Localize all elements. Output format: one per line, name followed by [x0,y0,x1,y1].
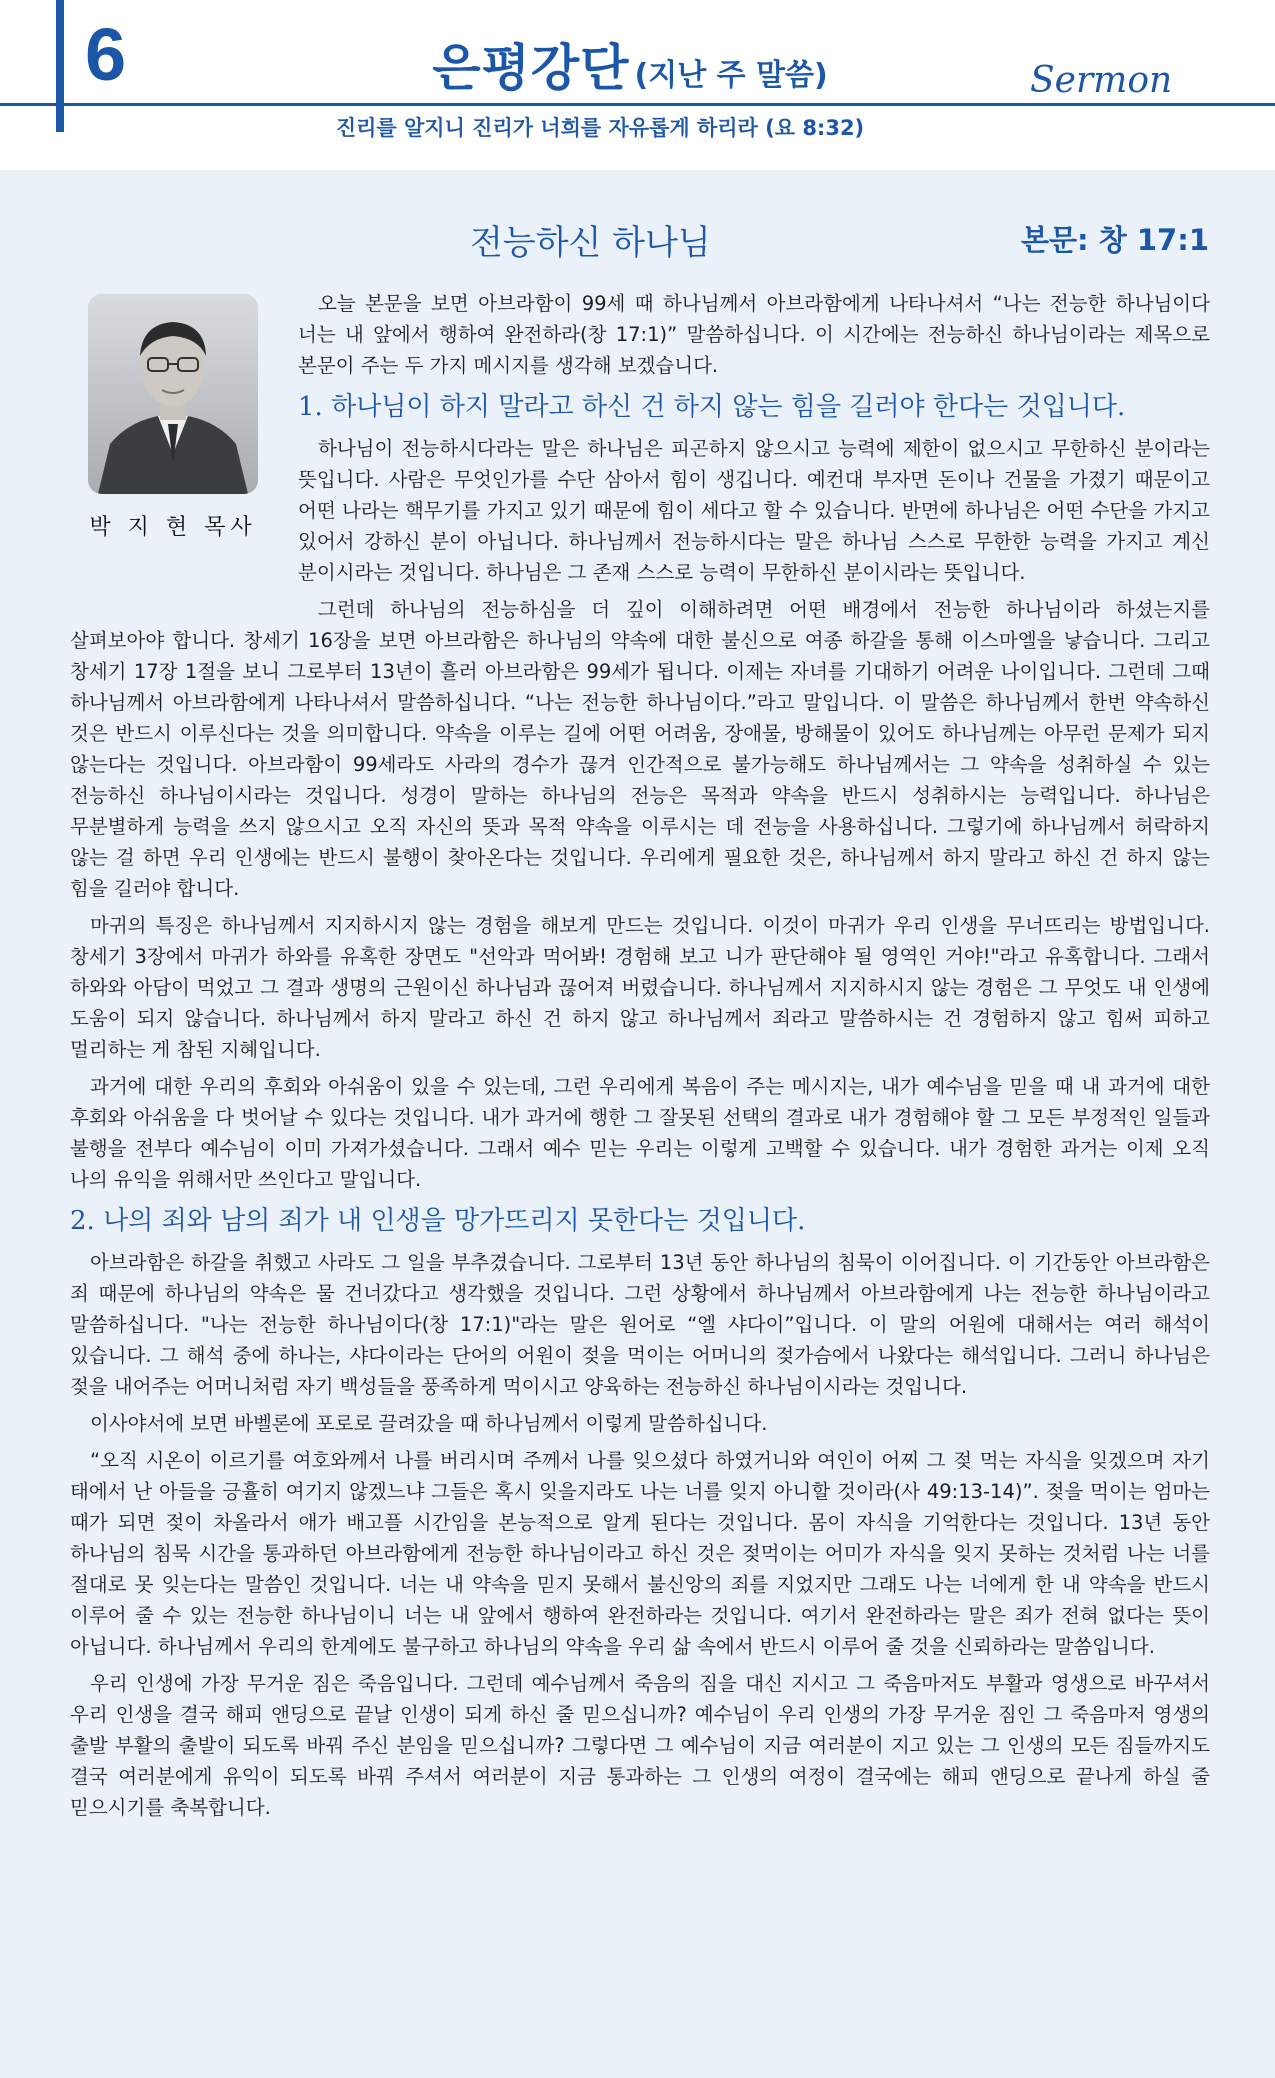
body-paragraph: 마귀의 특징은 하나님께서 지지하시지 않는 경험을 해보게 만드는 것입니다. 이것이 마귀가 우리 인생을 무너뜨리는 방법입니다. 창세기 3장에서 마귀가 하와를 유혹한 장면도 "선악과 먹어봐! 경험해 보고 니가 판단해야 될 영역인 거야!"라고 유혹합니다. 그래서 하와와 아담이 먹었고 그 결과 생명의 근원이신 하나님과 끊어져 버렸습니다. 하나님께서 지지하시지 않는 경험은 그 무엇도 내 인생에 도움이 되지 않습니다. 하나님께서 하지 말라고 하신 건 하지 않고 하나님께서 죄라고 말씀하시는 건 경험하지 않고 힘써 피하고 멀리하는 게 참된 지혜입니다. [70,914,1210,1061]
header-rule [0,103,1275,106]
sermon-body [70,288,1210,1829]
page-number: 6 [85,13,127,96]
section-heading-2: 2. 나의 죄와 남의 죄가 내 인생을 망가뜨리지 못한다는 것입니다. [70,1206,806,1236]
verse-banner: 진리를 알지니 진리가 너희를 자유롭게 하리라 (요 8:32) [335,116,865,140]
title-sub: (지난 주 말씀) [634,58,828,93]
scripture-reference: 본문: 창 17:1 [1021,223,1209,257]
pastor-name: 박 지 현 목사 [89,515,257,540]
page-header [0,0,1275,170]
header-vertical-bar [56,0,64,132]
scripture-quote-paragraph: “오직 시온이 이르기를 여호와께서 나를 버리시며 주께서 나를 잊으셨다 하였거니와 여인이 어찌 그 젖 먹는 자식을 잊겠으며 자기 태에서 난 아들을 긍휼히 여기지 않겠느냐 그들은 혹시 잊을지라도 나는 너를 잊지 아니할 것이라(사 49:13-14)”. 젖을 먹이는 엄마는 때가 되면 젖이 차올라서 애가 배고플 시간임을 본능적으로 알게 된다는 것입니다. 몸이 자식을 기억한다는 것입니다. 13년 동안 하나님의 침묵 시간을 통과하던 아브라함에게 전능한 하나님이라고 하신 것은 젖먹이는 어미가 자식을 잊지 못하는 것처럼 나는 너를 절대로 못 잊는다는 말씀인 것입니다. 너는 내 약속을 믿지 못해서 불신앙의 죄를 지었지만 그래도 나는 너에게 한 내 약속을 반드시 이루어 줄 수 있는 전능한 하나님이니 너는 내 앞에서 행하여 완전하라는 것입니다. 여기서 완전하라는 말은 죄가 전혀 없다는 뜻이 아닙니다. 하나님께서 우리의 한계에도 불구하고 하나님의 약속을 우리 삶 속에서 반드시 이루어 줄 것을 신뢰하라는 말씀입니다. [70,1449,1210,1658]
sermon-title: 전능하신 하나님 [470,223,711,263]
body-paragraph: 그런데 하나님의 전능하심을 더 깊이 이해하려면 어떤 배경에서 전능한 하나님이라 하셨는지를 살펴보아야 합니다. 창세기 16장을 보면 아브라함은 하나님의 약속에 대한 불신으로 여종 하갈을 통해 이스마엘을 낳습니다. 그리고 창세기 17장 1절을 보니 그로부터 13년이 흘러 아브라함은 99세가 됩니다. 이제는 자녀를 기대하기 어려운 나이입니다. 그런데 그때 하나님께서 아브라함에게 나타나셔서 말씀하십니다. “나는 전능한 하나님이다.”라고 말입니다. 이 말씀은 하나님께서 한번 약속하신 것은 반드시 이루신다는 것을 의미합니다. 약속을 이루는 길에 어떤 어려움, 장애물, 방해물이 있어도 하나님께는 아무런 문제가 되지 않는다는 것입니다. 아브라함이 99세라도 사라의 경수가 끊겨 인간적으로 불가능해도 하나님께서는 그 약속을 성취하실 수 있는 전능하신 하나님이시라는 것입니다. 성경이 말하는 하나님의 전능은 목적과 약속을 반드시 성취하시는 능력입니다. 하나님은 무분별하게 능력을 쓰지 않으시고 오직 자신의 뜻과 목적 약속을 이루시는 데 전능을 사용하십니다. 그렇기에 하나님께서 허락하지 않는 걸 하면 우리 인생에는 반드시 불행이 찾아온다는 것입니다. 우리에게 필요한 것은, 하나님께서 하지 말라고 하신 건 하지 않는 힘을 길러야 합니다. [70,598,1210,900]
section-heading-1: 1. 하나님이 하지 말라고 하신 건 하지 않는 힘을 길러야 한다는 것입니다. [298,392,1126,422]
body-paragraph: 아브라함은 하갈을 취했고 사라도 그 일을 부추겼습니다. 그로부터 13년 동안 하나님의 침묵이 이어집니다. 이 기간동안 아브라함은 죄 때문에 하나님의 약속은 물 건너갔다고 생각했을 것입니다. 그런 상황에서 하나님께서 아브라함에게 나는 전능한 하나님이라고 말씀하십니다. "나는 전능한 하나님이다(창 17:1)"라는 말은 원어로 “엘 샤다이”입니다. 이 말의 어원에 대해서는 여러 해석이 있습니다. 그 해석 중에 하나는, 샤다이라는 단어의 어원이 젖을 먹이는 어머니의 젖가슴에서 나왔다는 해석입니다. 그러니 하나님은 젖을 내어주는 어머니처럼 자기 백성들을 풍족하게 먹이시고 양육하는 전능하신 하나님이시라는 것입니다. [70,1251,1210,1398]
intro-paragraph: 오늘 본문을 보면 아브라함이 99세 때 하나님께서 아브라함에게 나타나셔서 “나는 전능한 하나님이다 너는 내 앞에서 행하여 완전하라(창 17:1)” 말씀하십니다. 이 시간에는 전능하신 하나님이라는 제목으로 본문이 주는 두 가지 메시지를 생각해 보겠습니다. [298,292,1210,377]
body-paragraph: 하나님이 전능하시다라는 말은 하나님은 피곤하지 않으시고 능력에 제한이 없으시고 무한하신 분이라는 뜻입니다. 사람은 무엇인가를 수단 삼아서 힘이 생깁니다. 예컨대 부자면 돈이나 건물을 가졌기 때문이고 어떤 나라는 핵무기를 가지고 있기 때문에 힘이 세다고 할 수 있습니다. 반면에 하나님은 어떤 수단을 가지고 있어서 강하신 분이 아닙니다. 하나님께서 전능하시다는 말은 하나님 스스로 무한한 능력을 가지고 계신 분이시라는 것입니다. 하나님은 그 존재 스스로 능력이 무한하신 분이시라는 뜻입니다. [298,437,1210,584]
body-paragraph: 과거에 대한 우리의 후회와 아쉬움이 있을 수 있는데, 그런 우리에게 복음이 주는 메시지는, 내가 예수님을 믿을 때 내 과거에 대한 후회와 아쉬움을 다 벗어날 수 있다는 것입니다. 내가 과거에 행한 그 잘못된 선택의 결과로 내가 경험해야 할 그 모든 부정적인 일들과 불행을 전부다 예수님이 이미 가져가셨습니다. 그래서 예수 믿는 우리는 이렇게 고백할 수 있습니다. 내가 경험한 과거는 이제 오직 나의 유익을 위해서만 쓰인다고 말입니다. [70,1075,1210,1191]
section-label: Sermon [1030,60,1173,101]
title-main: 은평강단 [432,39,630,97]
page-title [330,28,930,100]
body-paragraph: 이사야서에 보면 바벨론에 포로로 끌려갔을 때 하나님께서 이렇게 말씀하십니다. [90,1412,768,1435]
photo-spacer [70,288,298,616]
closing-paragraph: 우리 인생에 가장 무거운 짐은 죽음입니다. 그런데 예수님께서 죽음의 짐을 대신 지시고 그 죽음마저도 부활과 영생으로 바꾸셔서 우리 인생을 결국 해피 앤딩으로 끝날 인생이 되게 하신 줄 믿으십니까? 예수님이 우리 인생의 가장 무거운 짐인 그 죽음마저 영생의 출발 부활의 출발이 되도록 바꿔 주신 분임을 믿으십니까? 그렇다면 그 예수님이 지금 여러분이 지고 있는 그 인생의 모든 짐들까지도 결국 여러분에게 유익이 되도록 바꿔 주셔서 여러분이 지금 통과하는 그 인생의 여정이 결국에는 해피 앤딩으로 끝나게 하실 줄 믿으시기를 축복합니다. [70,1672,1210,1819]
